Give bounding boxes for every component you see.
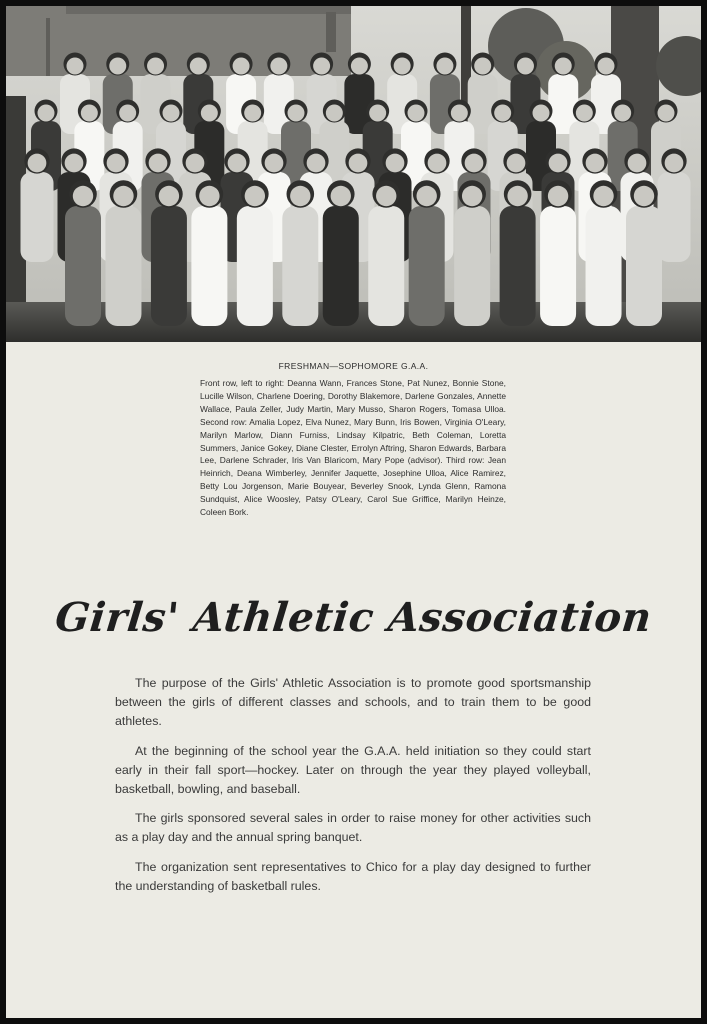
caption-names: Front row, left to right: Deanna Wann, Frances Stone, Pat Nunez, Bonnie Stone, Lucille Wilson, Charlene Doering, Dorothy Blakemore, Darlene Gonzales, Annette Wallace, Paula Zeller, Judy Martin, Mary Musso, Sharon Rogers, Tomasa Ulloa. Second row: Amalia Lopez, Elva Nunez, Mary Bunn, Iris Bowen, Virginia O'Leary, Marilyn Marlow, Diann Furniss, Lindsay Kilpatric, Beth Coleman, Loretta Summers, Janice Gokey, Diane Clester, Errolyn Aftring, Sharon Edwards, Barbara Lee, Darlene Schrader, Iris Van Blaricom, Mary Pope (advisor). Third row: Jean Heinrich, Deana Wimberley, Jennifer Jaquette, Josephine Ulloa, Alice Ramirez, Betty Lou Jorgenson, Marie Bouyear, Beverley Snook, Lynda Glenn, Ramona Sundquist, Alice Woosley, Patsy O'Leary, Carol Sue Griffice, Marilyn Heinze, Coleen Bork.	[200, 378, 506, 518]
paragraph-chico: The organization sent representatives to Chico for a play day designed to further the understanding of basketball rules.	[115, 859, 591, 893]
paragraph-activities: At the beginning of the school year the G.A.A. held initiation so they could start early in their fall sport—hockey. Later on through the year they played volleyball, basketball, bowling, and baseball.	[115, 743, 591, 797]
paragraph-purpose: The purpose of the Girls' Athletic Association is to promote good sportsmanship between the girls of different classes and schools, and to train them to be good athletes.	[115, 676, 591, 729]
paragraph-sales: The girls sponsored several sales in order to raise money for other activities such as a play day and the annual spring banquet.	[115, 811, 591, 845]
group-photo	[6, 6, 701, 342]
group-photo-image	[6, 6, 701, 342]
yearbook-page	[6, 6, 701, 1018]
article-body	[115, 674, 591, 906]
caption-title: FRESHMAN—SOPHOMORE G.A.A.	[278, 361, 429, 371]
section-heading: Girls' Athletic Association	[53, 594, 654, 641]
